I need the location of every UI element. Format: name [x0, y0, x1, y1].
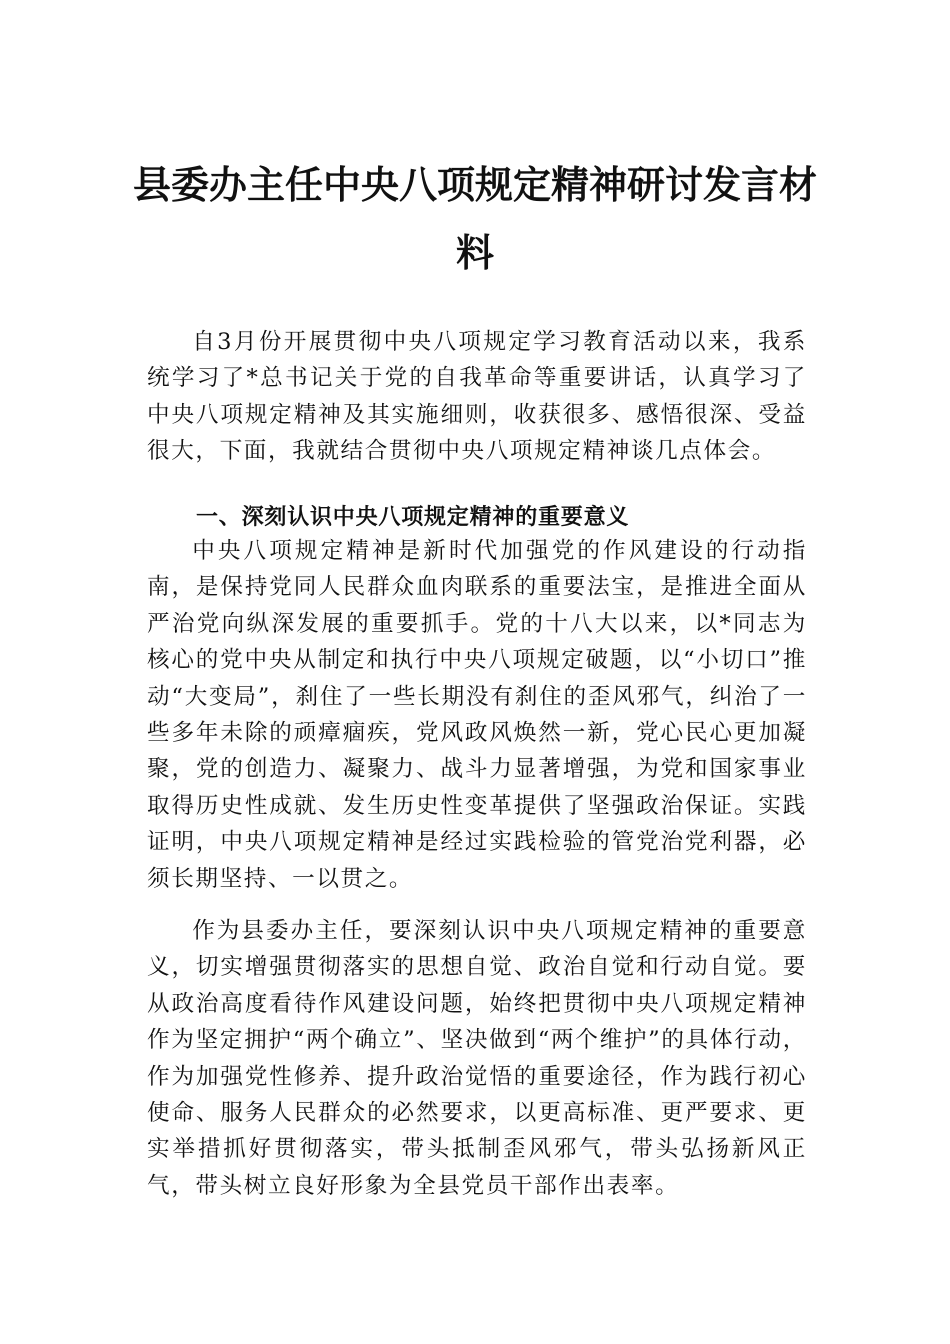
document-title-line-1: 县委办主任中央八项规定精神研讨发言材: [132, 162, 817, 207]
paragraph-role: 作为县委办主任，要深刻认识中央八项规定精神的重要意义，切实增强贯彻落实的思想自觉、政治自觉和行动自觉。要从政治高度看待作风建设问题，始终把贯彻中央八项规定精神作为坚定拥护“两个确立”、坚决做到“两个维护”的具体行动，作为加强党性修养、提升政治觉悟的重要途径，作为践行初心使命、服务人民群众的必然要求，以更高标准、更严要求、更实举措抓好贯彻落实，带头抵制歪风邪气，带头弘扬新风正气，带头树立良好形象为全县党员干部作出表率。: [147, 918, 807, 1199]
section-heading-1: 一、深刻认识中央八项规定精神的重要意义: [196, 505, 630, 530]
paragraph-intro: 自3月份开展贯彻中央八项规定学习教育活动以来，我系统学习了*总书记关于党的自我革命等重要讲话，认真学习了中央八项规定精神及其实施细则，收获很多、感悟很深、受益很大，下面，我就结合贯彻中央八项规定精神谈几点体会。: [147, 329, 807, 465]
document-title-line-2: 料: [455, 230, 494, 275]
paragraph-significance: 中央八项规定精神是新时代加强党的作风建设的行动指南，是保持党同人民群众血肉联系的重要法宝，是推进全面从严治党向纵深发展的重要抓手。党的十八大以来，以*同志为核心的党中央从制定和执行中央八项规定破题，以“小切口”推动“大变局”，刹住了一些长期没有刹住的歪风邪气，纠治了一些多年未除的顽瘴痼疾，党风政风焕然一新，党心民心更加凝聚，党的创造力、凝聚力、战斗力显著增强，为党和国家事业取得历史性成就、发生历史性变革提供了坚强政治保证。实践证明，中央八项规定精神是经过实践检验的管党治党利器，必须长期坚持、一以贯之。: [147, 538, 807, 892]
